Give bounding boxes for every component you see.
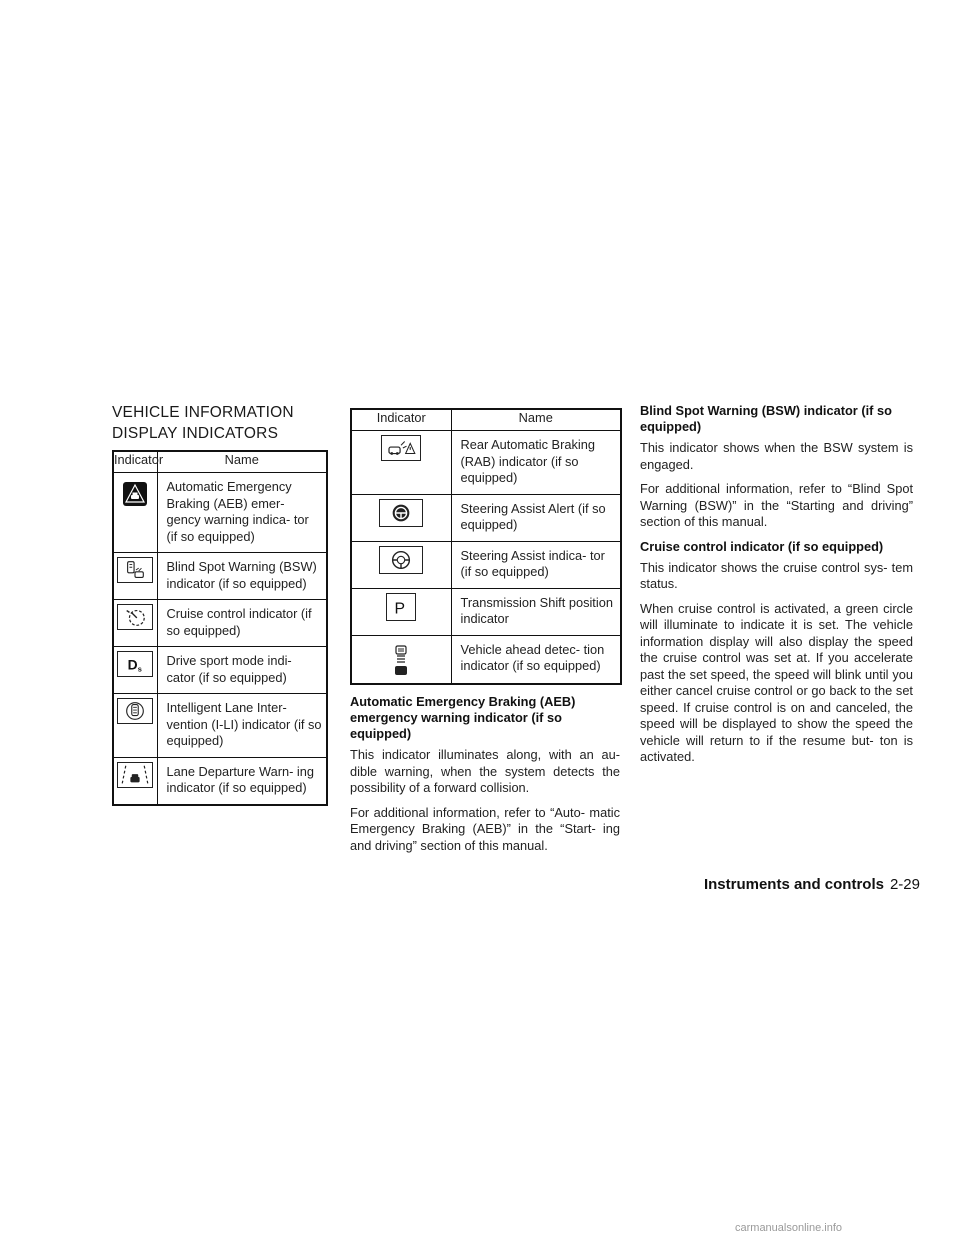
rab-icon — [381, 435, 421, 461]
col-header-indicator: Indicator — [113, 451, 157, 473]
right-column — [640, 403, 913, 774]
svg-text:D: D — [127, 656, 138, 673]
indicator-table-1 — [112, 450, 328, 806]
table-row — [351, 541, 621, 588]
bsw-section-title: Blind Spot Warning (BSW) indicator (if so equipped) — [640, 403, 892, 434]
table-row — [113, 694, 327, 758]
table-row — [113, 600, 327, 647]
table-row — [351, 431, 621, 495]
indicator-name: Vehicle ahead detec- tion indicator (if so equipped) — [451, 635, 621, 684]
page-heading: VEHICLE INFORMATION DISPLAY INDICATORS — [112, 404, 294, 442]
cruise-paragraph-1: This indicator shows the cruise control sys- tem status. — [640, 559, 913, 591]
drive-sport-icon — [117, 651, 153, 677]
bsw-icon — [117, 557, 153, 583]
indicator-name: Transmission Shift position indicator — [451, 588, 621, 635]
aeb-section-title: Automatic Emergency Braking (AEB) emergency warning indicator (if so equipped) — [350, 694, 576, 741]
steering-assist-icon — [379, 546, 423, 574]
table-row — [113, 473, 327, 553]
bsw-paragraph-2: For additional information, refer to “Blind Spot Warning (BSW)” in the “Starting and driving” section of this manual. — [640, 481, 913, 529]
indicator-name: Cruise control indicator (if so equipped) — [157, 600, 327, 647]
ili-icon — [117, 698, 153, 724]
col-header-name: Name — [451, 409, 621, 431]
table-row — [351, 494, 621, 541]
svg-text:P: P — [394, 600, 406, 617]
table-row — [113, 757, 327, 805]
page-footer — [690, 876, 920, 893]
aeb-paragraph-1: This indicator illuminates along, with an au- dible warning, when the system detects the possibility of a forward collision. — [350, 747, 620, 795]
cruise-paragraph-2: When cruise control is activated, a green circle will illuminate to indicate it is set. The vehicle information display will also display the speed the cruise control was set at. If you accelerate past the set speed, the speed will blink until you either cancel cruise control or go back to the set speed. If cruise control is on and canceled, the speed will be displayed to show the speed the vehicle will return to if the resume but- ton is activated. — [640, 600, 913, 764]
indicator-name: Steering Assist Alert (if so equipped) — [451, 494, 621, 541]
steering-assist-alert-icon — [379, 499, 423, 527]
indicator-name: Intelligent Lane Inter- vention (I-LI) indicator (if so equipped) — [157, 694, 327, 758]
aeb-warning-icon — [122, 481, 148, 507]
aeb-section — [350, 694, 620, 862]
col-header-name: Name — [157, 451, 327, 473]
svg-text:s: s — [138, 664, 143, 674]
bsw-paragraph-1: This indicator shows when the BSW system is engaged. — [640, 440, 913, 472]
table-row — [351, 588, 621, 635]
indicator-name: Rear Automatic Braking (RAB) indicator (if so equipped) — [451, 431, 621, 495]
table-row — [113, 553, 327, 600]
footer-section-title: Instruments and controls — [703, 876, 884, 893]
page-number: 2-29 — [889, 876, 920, 893]
watermark: carmanualsonline.info — [735, 1222, 843, 1234]
indicator-name: Drive sport mode indi- cator (if so equipped) — [157, 647, 327, 694]
vehicle-ahead-icon — [391, 644, 411, 678]
table-row — [351, 635, 621, 684]
cruise-section-title: Cruise control indicator (if so equipped) — [640, 538, 884, 554]
indicator-name: Blind Spot Warning (BSW) indicator (if so equipped) — [157, 553, 327, 600]
ldw-icon — [117, 762, 153, 788]
indicator-name: Lane Departure Warn- ing indicator (if so equipped) — [157, 757, 327, 805]
indicator-name: Steering Assist indica- tor (if so equipped) — [451, 541, 621, 588]
park-p-icon — [386, 593, 416, 621]
table-row — [113, 647, 327, 694]
cruise-control-icon — [117, 604, 153, 630]
indicator-table-2 — [350, 408, 622, 685]
aeb-paragraph-2: For additional information, refer to “Auto- matic Emergency Braking (AEB)” in the “Start- ing and driving” section of this manual. — [350, 804, 620, 853]
col-header-indicator: Indicator — [351, 409, 451, 431]
indicator-name: Automatic Emergency Braking (AEB) emer- gency warning indica- tor (if so equipped) — [157, 473, 327, 553]
